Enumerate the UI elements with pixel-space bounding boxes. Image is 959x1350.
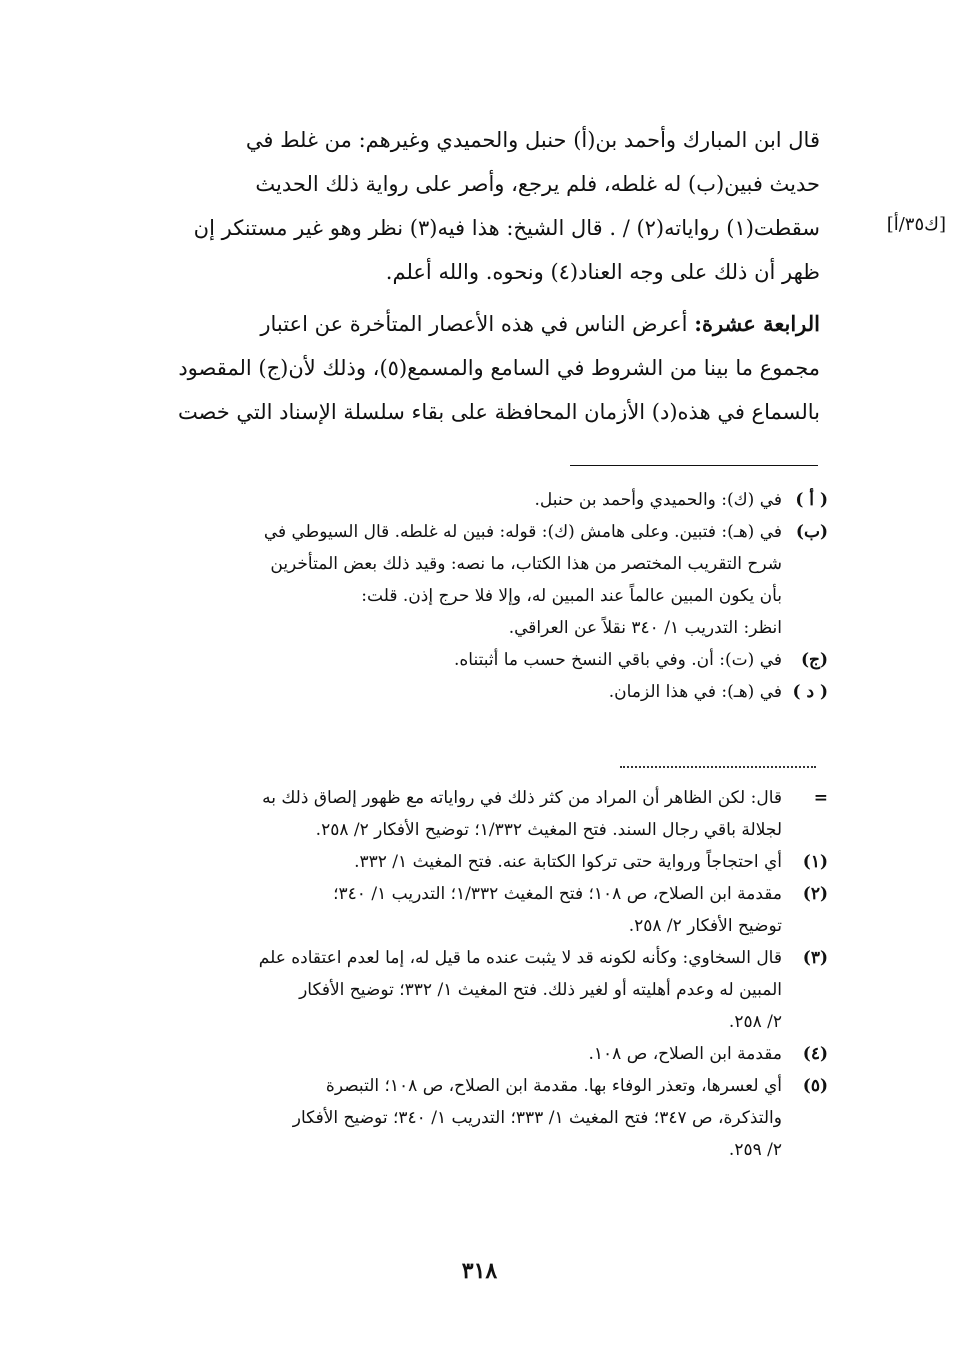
text-line: ظهر أن ذلك على وجه العناد(٤) ونحوه. والله أعلم. (385, 260, 820, 284)
footnote-item (120, 644, 828, 676)
footnote-text (120, 516, 782, 644)
footnote-text (120, 782, 782, 846)
paragraph-2 (128, 302, 820, 434)
footnote-marker: = (813, 788, 828, 808)
section-heading: الرابعة عشرة: (694, 311, 820, 336)
footnote-line: لجلالة باقي رجال السند. فتح المغيث ١/٣٣٢؛ توضيح الأفكار ٢/ ٢٥٨. (315, 820, 782, 840)
footnote-line: قال: لكن الظاهر أن المراد من كثر ذلك في رواياته مع ظهور إلصاق ذلك به (262, 788, 782, 808)
footnote-text (120, 878, 782, 942)
footnote-marker: (٢) (802, 884, 828, 904)
footnote-marker: (ب) (795, 522, 828, 542)
footnote-line: المبين له وعدم أهليته أو لغير ذلك. فتح المغيث ١/ ٣٣٢؛ توضيح الأفكار (299, 980, 782, 1000)
footnote-line: في (هـ): في هذا الزمان. (608, 682, 782, 702)
footnote-text (120, 1070, 782, 1166)
footnote-item (120, 676, 828, 708)
footnote-item (120, 846, 828, 878)
footnote-marker: (ج) (800, 650, 828, 670)
footnote-separator-rule (570, 465, 818, 466)
main-text (128, 118, 820, 434)
footnote-line: والتذكرة، ص ٣٤٧؛ فتح المغيث ١/ ٣٣٣؛ التدريب ١/ ٣٤٠؛ توضيح الأفكار (292, 1108, 782, 1128)
footnote-line: في (هـ): فتبين. وعلى هامش (ك): قوله: فبين له غلطه. قال السيوطي في (263, 522, 782, 542)
footnote-line: في (ك): والحميدي وأحمد بن حنبل. (534, 490, 782, 510)
footnote-dotted-separator (620, 766, 816, 768)
footnote-line: توضيح الأفكار ٢/ ٢٥٨. (628, 916, 782, 936)
footnote-text (120, 644, 782, 676)
footnote-line: ٢/ ٢٥٨. (728, 1012, 782, 1032)
manuscript-folio-reference: [ك٣٥/أ] (886, 214, 946, 235)
text-line: سقطت(١) رواياته(٢) / . قال الشيخ: هذا فيه(٣) نظر وهو غير مستنكر إن (193, 216, 820, 240)
footnote-text (120, 942, 782, 1038)
footnote-marker: (٤) (802, 1044, 828, 1064)
footnote-text (120, 1038, 782, 1070)
text-line: قال ابن المبارك وأحمد بن(أ) حنبل والحميدي وغيرهم: من غلط في (245, 128, 820, 152)
footnote-line: قال السخاوي: وكأنه لكونه قد لا يثبت عنده ما قيل له، إما لعدم اعتقاده علم (258, 948, 782, 968)
footnote-item (120, 1070, 828, 1166)
footnote-item (120, 484, 828, 516)
footnote-line: شرح التقريب المختصر من هذا الكتاب، ما نصه: وقيد ذلك بعض المتأخرين (270, 554, 782, 574)
footnote-marker: ( أ ) (795, 490, 828, 510)
footnote-item (120, 516, 828, 644)
variant-footnotes (120, 484, 828, 708)
footnote-line: مقدمة ابن الصلاح، ص ١٠٨. (588, 1044, 782, 1064)
footnote-text (120, 676, 782, 708)
footnote-line: ٢/ ٢٥٩. (728, 1140, 782, 1160)
footnote-item (120, 1038, 828, 1070)
paragraph-1 (128, 118, 820, 294)
footnote-line: في (ت): أن. وفي باقي النسخ حسب ما أثبتناه. (453, 650, 782, 670)
footnote-text (120, 846, 782, 878)
page-number: ٣١٨ (461, 1258, 498, 1284)
footnote-line: بأن يكون المبين عالماً عند المبين له، وإلا فلا حرج إذن. قلت: (361, 586, 782, 606)
text-line: حديث فبين(ب) له غلطه، فلم يرجع، وأصر على رواية ذلك الحديث (255, 172, 820, 196)
footnote-line: انظر: التدريب ١/ ٣٤٠ نقلاً عن العراقي. (508, 618, 782, 638)
footnote-marker: (٥) (802, 1076, 828, 1096)
footnote-line: مقدمة ابن الصلاح، ص ١٠٨؛ فتح المغيث ١/٣٣٢؛ التدريب ١/ ٣٤٠؛ (333, 884, 782, 904)
text-line-heading: الرابعة عشرة: أعرض الناس في هذه الأعصار المتأخرة عن اعتبار (260, 311, 820, 336)
footnote-marker: ( د ) (792, 682, 828, 702)
footnote-item (120, 942, 828, 1038)
text-line: بالسماع في هذه(د) الأزمان المحافظة على بقاء سلسلة الإسناد التي خصت (177, 400, 820, 424)
commentary-footnotes (120, 782, 828, 1166)
footnote-text (120, 484, 782, 516)
footnote-marker: (٣) (802, 948, 828, 968)
footnote-marker: (١) (802, 852, 828, 872)
footnote-item (120, 878, 828, 942)
text-line: مجموع ما بينا من الشروط في السامع والمسمع(٥)، وذلك لأن(ج) المقصود (178, 356, 820, 380)
footnote-line: أي لعسرها، وتعذر الوفاء بها. مقدمة ابن الصلاح، ص ١٠٨؛ التبصرة (325, 1076, 782, 1096)
footnote-item (120, 782, 828, 846)
footnote-line: أي احتجاجاً ورواية حتى تركوا الكتابة عنه. فتح المغيث ١/ ٣٣٢. (354, 852, 782, 872)
